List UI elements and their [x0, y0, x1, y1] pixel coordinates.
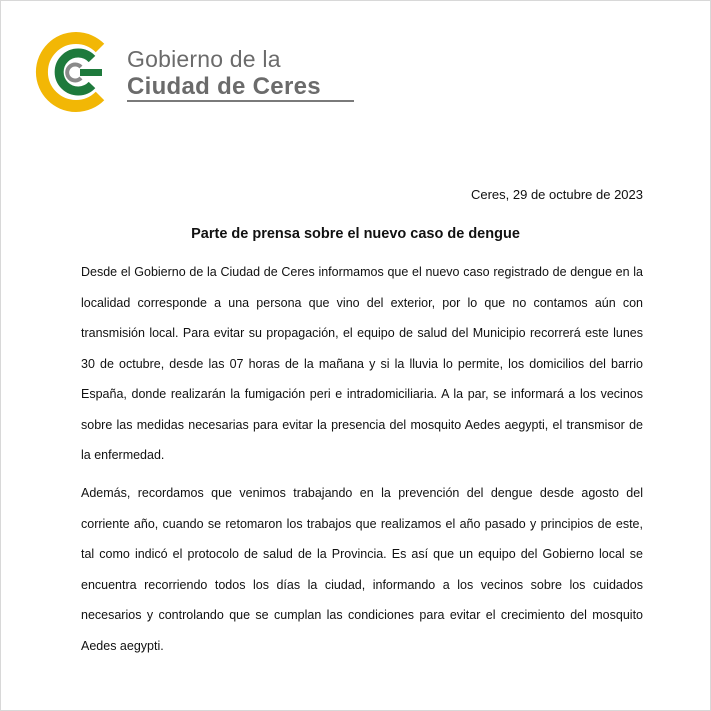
- document-title: Parte de prensa sobre el nuevo caso de dengue: [191, 226, 520, 242]
- org-name-line2: Ciudad de Ceres: [127, 73, 321, 100]
- ceres-cg-logo-icon: [34, 32, 114, 112]
- organization-name: [127, 46, 321, 101]
- paragraph-1: Desde el Gobierno de la Ciudad de Ceres informamos que el nuevo caso registrado de dengue en la localidad corresponde a una persona que vino del exterior, por lo que no contamos aún con transmisión local. Para evitar su propagación, el equipo de salud del Municipio recorrerá este lunes 30 de octubre, desde las 07 horas de la mañana y si la lluvia lo permite, los domicilios del barrio España, donde realizarán la fumigación peri e intradomiciliaria. A la par, se informará a los vecinos sobre las medidas necesarias para evitar la presencia del mosquito Aedes aegypti, el transmisor de la enfermedad.: [81, 265, 643, 462]
- paragraph-2: Además, recordamos que venimos trabajando en la prevención del dengue desde agosto del corriente año, cuando se retomaron los trabajos que realizamos el año pasado y principios de este, tal como indicó el protocolo de salud de la Provincia. Es así que un equipo del Gobierno local se encuentra recorriendo todos los días la ciudad, informando a los vecinos sobre los cuidados necesarios y controlando que se cumplan las condiciones para evitar el crecimiento del mosquito Aedes aegypti.: [81, 486, 643, 653]
- document-date: Ceres, 29 de octubre de 2023: [470, 187, 643, 202]
- header-divider: [127, 100, 354, 102]
- org-name-line1: Gobierno de la: [127, 46, 281, 72]
